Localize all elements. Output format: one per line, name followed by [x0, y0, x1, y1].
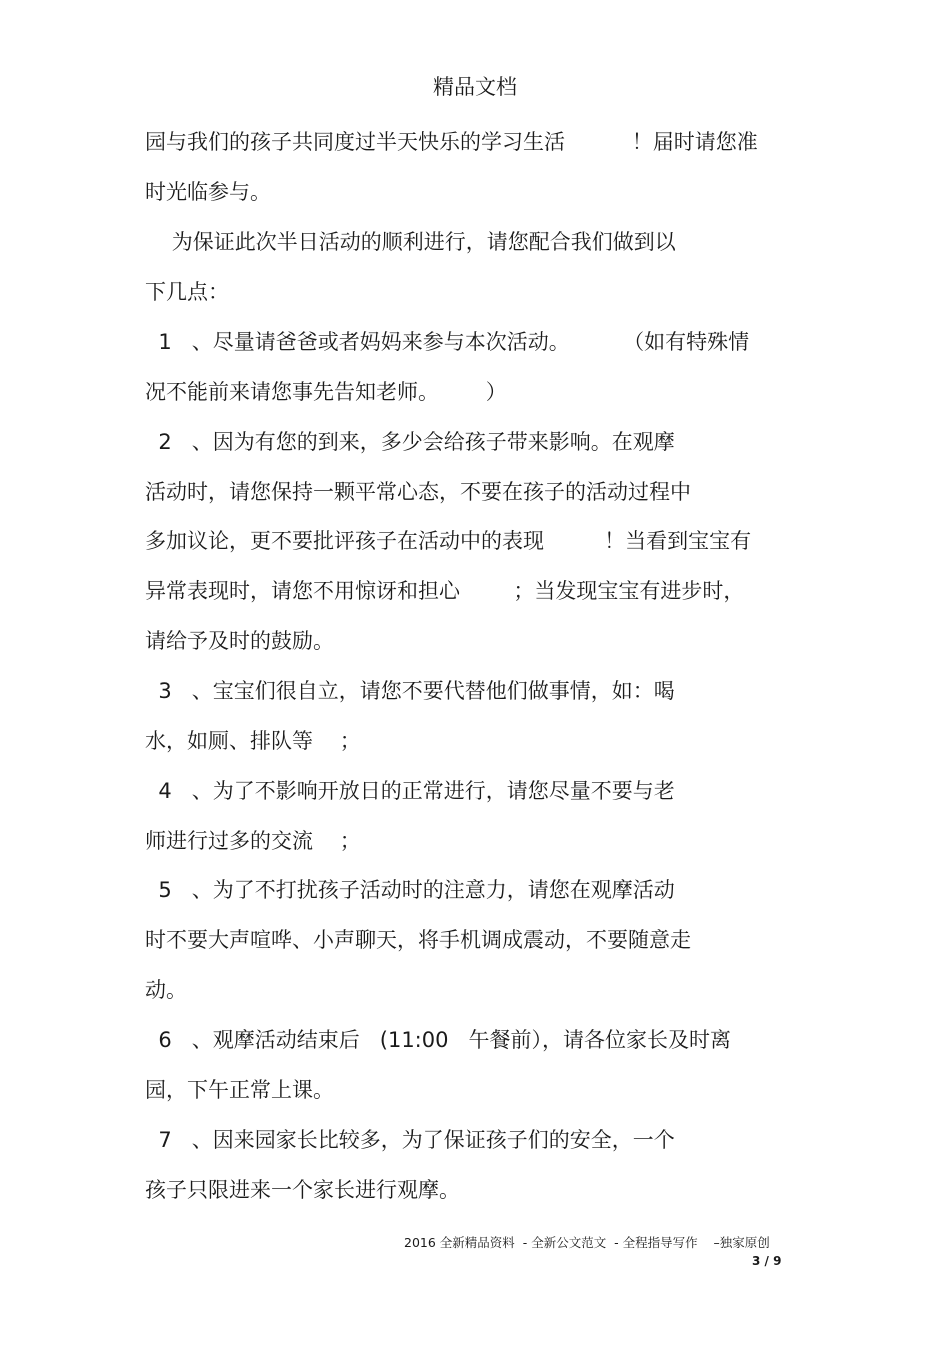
text-line: 为保证此次半日活动的顺利进行，请您配合我们做到以	[145, 230, 676, 254]
text-line: 下几点：	[145, 280, 229, 304]
text-line: 园，下午正常上课。	[145, 1078, 334, 1102]
text-line: 动。	[145, 978, 187, 1002]
text-line: 活动时，请您保持一颗平常心态，不要在孩子的活动过程中	[145, 480, 691, 504]
text-line: 2 、因为有您的到来，多少会给孩子带来影响。在观摩	[145, 430, 675, 454]
text-line: 6 、观摩活动结束后 (11:00 午餐前），请各位家长及时离	[145, 1028, 731, 1052]
page-footer: 2016 全新精品资料 - 全新公文范文 - 全程指导写作 –独家原创	[404, 1235, 770, 1250]
text-line: 时不要大声喧哗、小声聊天，将手机调成震动，不要随意走	[145, 928, 691, 952]
text-line: 时光临参与。	[145, 180, 271, 204]
text-line: 师进行过多的交流 ；	[145, 829, 361, 853]
text-line: 1 、尽量请爸爸或者妈妈来参与本次活动。 （如有特殊情	[145, 330, 750, 354]
text-line: 5 、为了不打扰孩子活动时的注意力，请您在观摩活动	[145, 878, 675, 902]
page-header: 精品文档	[433, 75, 517, 99]
text-line: 3 、宝宝们很自立，请您不要代替他们做事情，如：喝	[145, 679, 675, 703]
text-line: 4 、为了不影响开放日的正常进行，请您尽量不要与老	[145, 779, 675, 803]
text-line: 园与我们的孩子共同度过半天快乐的学习生活 ！届时请您准	[145, 130, 758, 154]
text-line: 孩子只限进来一个家长进行观摩。	[145, 1178, 460, 1202]
page-number: 3 / 9	[752, 1254, 782, 1268]
text-line: 多加议论，更不要批评孩子在活动中的表现 ！当看到宝宝有	[145, 529, 752, 553]
text-line: 况不能前来请您事先告知老师。 ）	[145, 380, 507, 404]
text-line: 水，如厕、排队等 ；	[145, 729, 361, 753]
text-line: 请给予及时的鼓励。	[145, 629, 334, 653]
text-line: 异常表现时，请您不用惊讶和担心 ；当发现宝宝有进步时，	[145, 579, 745, 603]
text-line: 7 、因来园家长比较多，为了保证孩子们的安全，一个	[145, 1128, 675, 1152]
